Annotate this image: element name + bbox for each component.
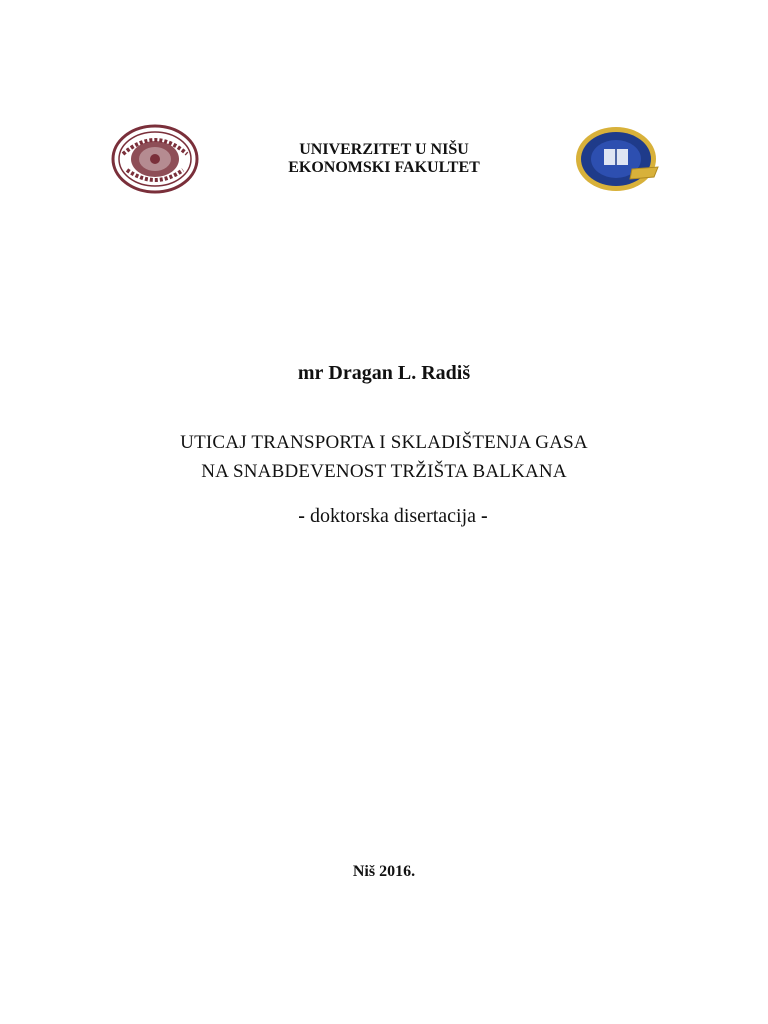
document-type <box>0 505 768 528</box>
thesis-title-line-2: NA SNABDEVENOST TRŽIŠTA BALKANA <box>201 461 567 482</box>
university-name: UNIVERZITET U NIŠU <box>299 141 469 158</box>
subtitle-text: doktorska disertacija <box>309 505 477 527</box>
author-prefix: mr <box>297 362 324 384</box>
subtitle-dash-right: - <box>481 505 488 527</box>
subtitle-dash-left: - <box>298 505 305 527</box>
thesis-title-line-1: UTICAJ TRANSPORTA I SKLADIŠTENJA GASA <box>180 432 588 453</box>
faculty-name: EKONOMSKI FAKULTET <box>288 159 480 176</box>
author-line <box>0 362 768 385</box>
author-name: Dragan L. Radiš <box>328 362 471 384</box>
place-year: Niš 2016. <box>352 863 416 880</box>
